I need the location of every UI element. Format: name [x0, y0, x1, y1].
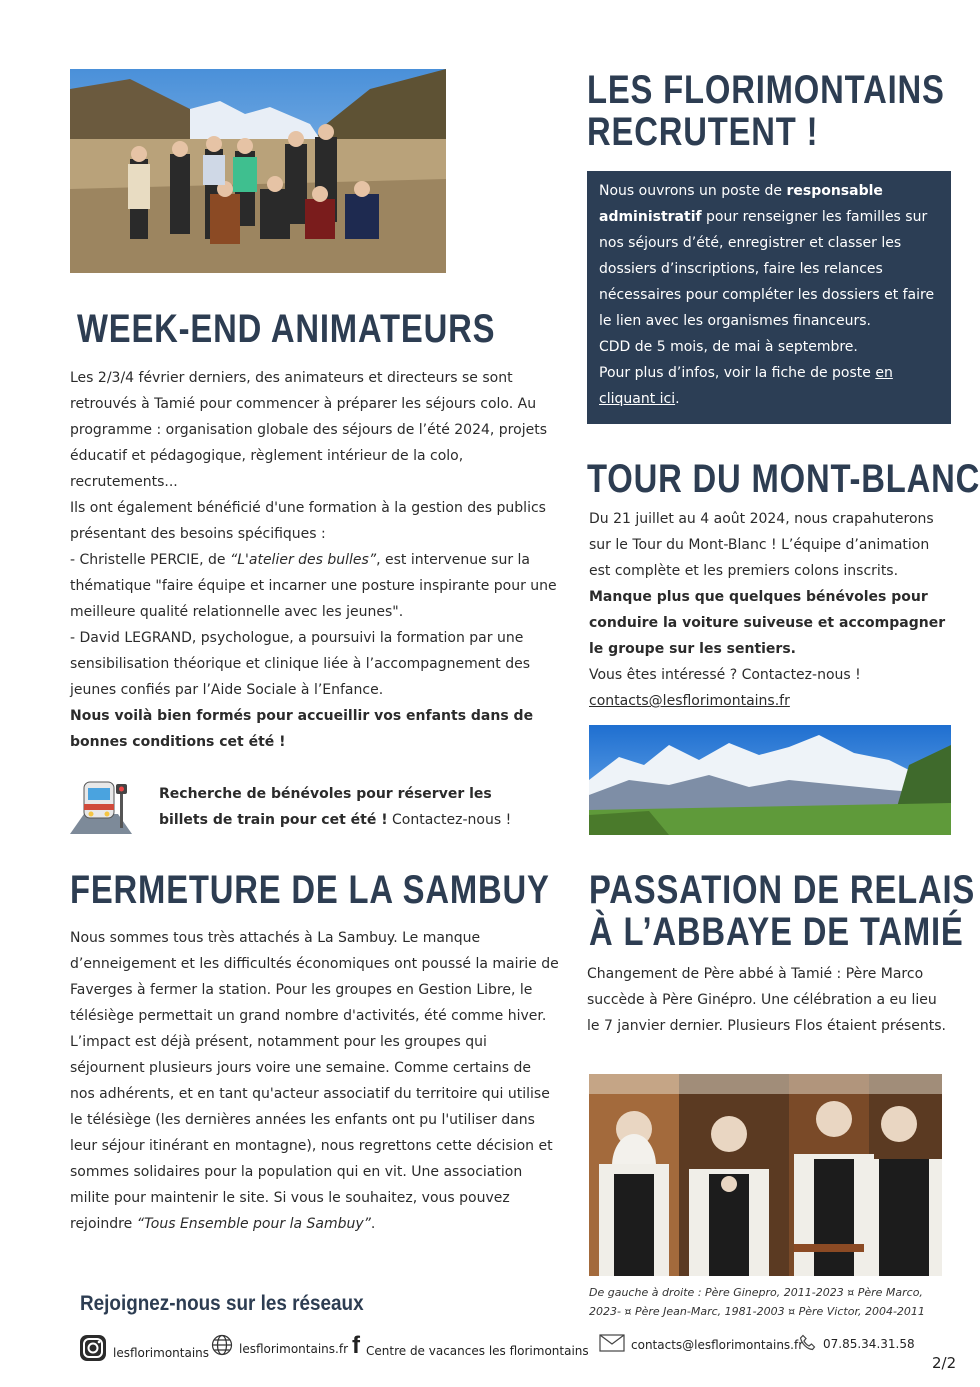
tamie-text: Changement de Père abbé à Tamié : Père Marco succède à Père Ginépro. Une célébration a eu lieu le 7 janvier dernier. Plusieurs Flos étaient présents.	[587, 966, 946, 1034]
montblanc-volunteers-bold: Manque plus que quelques bénévoles pour conduire la voiture suiveuse et accompagner le groupe sur les sentiers.	[589, 589, 946, 657]
job-offer-link[interactable]: en cliquant ici	[599, 365, 893, 407]
facebook-icon: f	[352, 1332, 360, 1359]
footer-instagram[interactable]	[79, 1334, 209, 1362]
recrutent-more	[599, 360, 939, 412]
train-icon	[70, 774, 132, 836]
recrutent-contract: CDD de 5 mois, de mai à septembre.	[599, 339, 858, 355]
tamie-title-line1: PASSATION DE RELAIS	[589, 868, 976, 912]
montblanc-volunteers	[589, 584, 951, 662]
weekend-p3-start: - Christelle PERCIE, de	[70, 552, 230, 568]
envelope-icon	[599, 1334, 625, 1352]
atelier-bulles-name: “L'atelier des bulles”	[229, 552, 377, 568]
recrutent-title-line1: LES FLORIMONTAINS	[587, 68, 945, 112]
group-photo	[70, 69, 446, 273]
sambuy-text	[70, 925, 560, 1237]
weekend-p4: - David LEGRAND, psychologue, a poursuivi la formation par une sensibilisation théorique et clinique liée à l’accompagnement des jeunes confiés par l’Aide Sociale à l’Enfance.	[70, 630, 530, 698]
recrutent-box	[587, 171, 951, 424]
montblanc-text	[589, 506, 951, 714]
montblanc-photo	[589, 725, 951, 835]
monks-photo	[589, 1074, 942, 1276]
montblanc-title: TOUR DU MONT-BLANC	[587, 457, 980, 501]
montblanc-intro: Du 21 juillet au 4 août 2024, nous crapahuterons sur le Tour du Mont-Blanc ! L’équipe d’animation est complète et les premiers colons inscrits.	[589, 511, 934, 579]
sambuy-association: “Tous Ensemble pour la Sambuy”	[136, 1216, 371, 1232]
weekend-p1: Les 2/3/4 février derniers, des animateurs et directeurs se sont retrouvés à Tamié pour commencer à préparer les séjours colo. Au programme : organisation globale des séjours de l’été 2024, projets éducatif et pédagogique, règlement intérieur de la colo, recrutements...	[70, 370, 547, 490]
facebook-page-name: Centre de vacances les florimontains	[366, 1344, 589, 1358]
weekend-p2: Ils ont également bénéficié d'une formation à la gestion des publics présentant des besoins spécifiques :	[70, 500, 546, 542]
recrutent-missions: pour renseigner les familles sur nos séjours d’été, enregistrer et classer les dossiers d’inscriptions, faire les relances nécessaires pour compléter les dossiers et faire le lien avec les organismes financeurs.	[599, 209, 935, 329]
sambuy-body: Nous sommes tous très attachés à La Sambuy. Le manque d’enneigement et les difficultés économiques ont poussé la mairie de Faverges à fermer la station. Pour les groupes en Gestion Libre, le télésiège permettait un grand nombre d'activités, été comme hiver. L’impact est déjà présent, notamment pour les groupes qui séjournent plusieurs jours voire une semaine. Comme certains de nos adhérents, et en tant qu'acteur associatif du territoire qui utilise le télésiège (les dernières années les enfants ont pu l'utiliser dans leur séjour itinérant en montagne), nous regrettons cette décision et sommes solidaires pour la population qui en vit. Une association milite pour maintenir le site. Si vous le souhaitez, vous pouvez rejoindre	[70, 930, 559, 1232]
montblanc-email-link[interactable]: contacts@lesflorimontains.fr	[589, 693, 790, 709]
weekend-title: WEEK-END ANIMATEURS	[77, 307, 496, 351]
recrutent-title	[587, 69, 945, 153]
footer-email-address: contacts@lesflorimontains.fr	[631, 1338, 804, 1352]
weekend-conclusion: Nous voilà bien formés pour accueillir vos enfants dans de bonnes conditions cet été !	[70, 708, 534, 750]
weekend-p5	[70, 703, 560, 755]
recrutent-more-text: Pour plus d’infos, voir la fiche de poste	[599, 365, 876, 381]
page-number: 2/2	[932, 1354, 957, 1372]
train-notice	[159, 781, 539, 833]
footer-title: Rejoignez-nous sur les réseaux	[80, 1292, 364, 1315]
phone-icon	[799, 1334, 817, 1352]
tamie-title	[589, 869, 975, 953]
recrutent-more-end: .	[675, 391, 680, 407]
tamie-title-line2: À L’ABBAYE DE TAMIÉ	[589, 910, 964, 954]
footer-phone[interactable]	[799, 1334, 915, 1352]
montblanc-contact-text: Vous êtes intéressé ? Contactez-nous !	[589, 667, 861, 683]
sambuy-title: FERMETURE DE LA SAMBUY	[70, 868, 550, 912]
monks-caption: De gauche à droite : Père Ginepro, 2011-2023 ¤ Père Marco, 2023- ¤ Père Jean-Marc, 1981-2003 ¤ Père Victor, 2004-2011	[589, 1286, 925, 1318]
recrutent-title-line2: RECRUTENT !	[587, 110, 819, 154]
instagram-handle: lesflorimontains	[113, 1346, 210, 1360]
weekend-text	[70, 365, 560, 755]
footer-website[interactable]	[211, 1334, 348, 1356]
weekend-p3	[70, 547, 560, 625]
train-notice-contact: Contactez-nous !	[387, 812, 512, 828]
weekend-p3-end: , est intervenue sur la thématique "faire équipe et incarner une posture inspirante pour une meilleure qualité relationnelle avec les jeunes".	[70, 552, 557, 620]
footer-facebook[interactable]	[352, 1334, 589, 1358]
website-url: lesflorimontains.fr	[239, 1342, 348, 1356]
globe-icon	[211, 1334, 233, 1356]
phone-number: 07.85.34.31.58	[823, 1337, 915, 1351]
recrutent-position: responsable administratif	[599, 183, 883, 225]
sambuy-end: .	[370, 1216, 376, 1232]
recrutent-intro: Nous ouvrons un poste de	[599, 183, 787, 199]
instagram-icon	[79, 1334, 107, 1362]
train-notice-bold: Recherche de bénévoles pour réserver les billets de train pour cet été !	[159, 786, 492, 828]
footer-email[interactable]	[599, 1334, 803, 1352]
